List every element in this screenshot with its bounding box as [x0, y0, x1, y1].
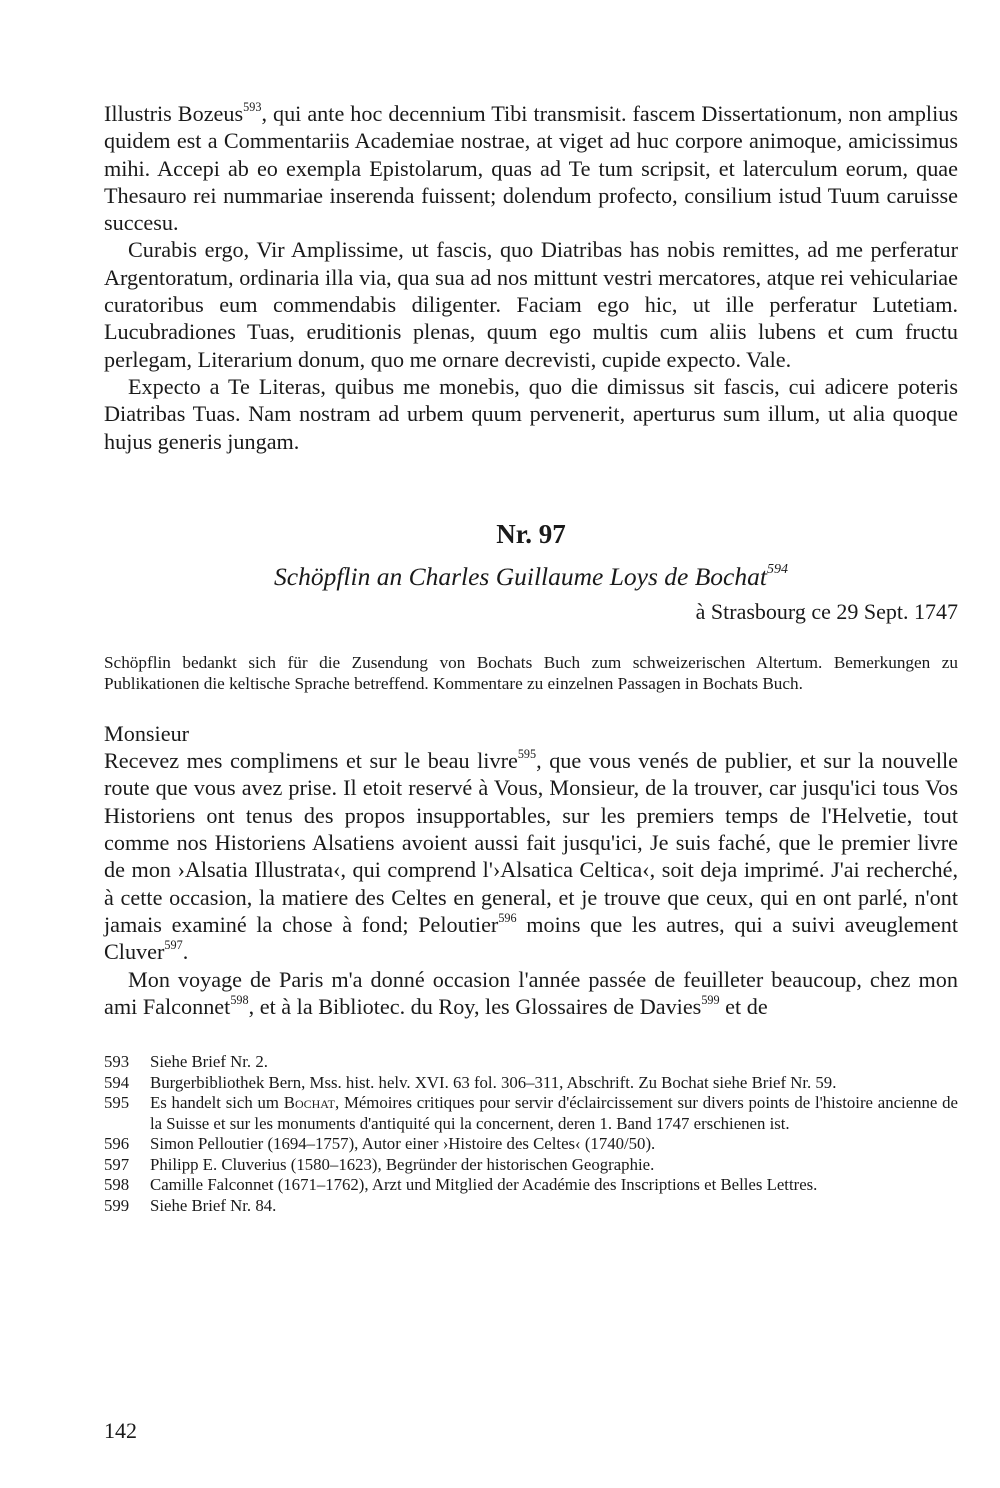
footnote-ref: 595 — [517, 746, 537, 761]
letter-number-heading: Nr. 97 — [496, 518, 566, 549]
footnote-text — [150, 1073, 958, 1094]
text-run: Philipp E. Cluverius (1580–1623), Begründer der historischen Geographie. — [150, 1154, 655, 1174]
footnote-text — [150, 1175, 958, 1196]
footnote-number: 593 — [104, 1052, 130, 1072]
footnote-ref: 594 — [766, 562, 788, 578]
paragraph — [104, 966, 958, 1021]
letter-97-body — [104, 747, 958, 1020]
text-run: . — [182, 939, 189, 965]
letter-dateline: à Strasbourg ce 29 Sept. 1747 — [695, 598, 958, 624]
footnote-text — [150, 1093, 958, 1134]
page-content — [104, 100, 958, 1216]
footnote — [104, 1155, 958, 1176]
letter-96-continuation — [104, 100, 958, 455]
letter-title — [104, 561, 958, 593]
summary-text: Schöpflin bedankt sich für die Zusendung von Bochats Buch zum schweizerischen Altertum. Bemerkungen zu Publikationen die keltische Sprache betreffend. Kommentare zu einzelnen Passagen in Bochats Buch. — [104, 652, 958, 693]
text-run: , et à la Bibliotec. du Roy, les Glossaires de Davies — [248, 993, 702, 1019]
paragraph — [104, 236, 958, 372]
author-name: Bochat — [283, 1093, 335, 1113]
text-run: Simon Pelloutier (1694–1757), Autor einer ›Histoire des Celtes‹ (1740/50). — [150, 1134, 656, 1154]
text-run: Siehe Brief Nr. 84. — [150, 1195, 277, 1215]
text-run: Siehe Brief Nr. 2. — [150, 1052, 268, 1072]
footnote-ref: 597 — [164, 938, 183, 953]
letter-salutation: Monsieur — [104, 720, 190, 746]
text-run: , qui ante hoc decennium Tibi transmisit. fascem Dissertationum, non amplius quidem est a Commentariis Academiae nostrae, at viget ad huc corpore animoque, amicissimus mihi. Accepi ab eo exempla Epistolarum, quas ad Te tum scripsit, et laterculum eorum, quae Thesauro rei nummariae inserenda fuissent; dolendum profecto, consilium istud Tuum caruisse succesu. — [104, 101, 958, 236]
text-run: Burgerbibliothek Bern, Mss. hist. helv. XVI. 63 fol. 306–311, Abschrift. Zu Bochat siehe Brief Nr. 59. — [150, 1072, 837, 1092]
text-run: Curabis ergo, Vir Amplissime, ut fascis, quo Diatribas has nobis remittes, ad me perferatur Argentoratum, ordinaria illa via, qua sua ad nos mittunt vestri mercatores, atque rei vehiculariae curatoribus eum commendabis diligenter. Faciam ego hic, ut ille perferatur Lutetiam. Lucubradiones Tuas, eruditionis plenas, quum ego multis cum aliis lubens et cum fructu perlegam, Literarium donum, quo me ornare decrevisti, cupide expecto. Vale. — [104, 237, 958, 372]
page-number: 142 — [104, 1418, 137, 1443]
text-run: Illustris Bozeus — [104, 101, 244, 126]
footnote-number: 597 — [104, 1154, 130, 1174]
footnote-text — [150, 1134, 958, 1155]
footnote-ref: 598 — [230, 992, 249, 1007]
text-run: Es handelt sich um — [150, 1093, 284, 1113]
footnote-ref: 593 — [243, 99, 262, 114]
text-run: Camille Falconnet (1671–1762), Arzt und Mitglied der Académie des Inscriptions et Belles Lettres. — [150, 1175, 818, 1195]
footnote-ref: 596 — [498, 910, 517, 925]
footnote — [104, 1093, 958, 1134]
footnote-ref: 599 — [701, 992, 720, 1007]
text-run: , Mémoires critiques pour servir d'éclaircissement sur divers points de l'histoire ancienne de la Suisse et sur les monuments d'antiquité qui la concernent, deren 1. Band 1747 erschienen ist. — [150, 1093, 958, 1133]
footnote-number: 598 — [104, 1175, 130, 1195]
paragraph — [104, 373, 958, 455]
text-run: Recevez mes complimens et sur le beau livre — [104, 748, 518, 774]
footnotes — [104, 1052, 958, 1216]
footnote — [104, 1196, 958, 1217]
text-run: Expecto a Te Literas, quibus me monebis, quo die dimissus sit fascis, cui adicere poteris Diatribas Tuas. Nam nostram ad urbem quum pervenerit, aperturus sum illum, ut alia quoque hujus generis jungam. — [104, 373, 958, 454]
paragraph — [104, 100, 958, 236]
text-run: et de — [719, 993, 768, 1019]
footnote — [104, 1052, 958, 1073]
text-run: moins que les autres, qui a suivi aveuglement Cluver — [104, 911, 959, 965]
footnote-number: 595 — [104, 1093, 130, 1113]
footnote — [104, 1134, 958, 1155]
paragraph — [104, 747, 958, 965]
letter-summary — [104, 652, 958, 694]
footnote-text — [150, 1155, 958, 1176]
footnote-number: 594 — [104, 1072, 130, 1092]
footnote-number: 599 — [104, 1195, 130, 1215]
text-run: , que vous venés de publier, et sur la nouvelle route que vous avez prise. Il etoit reservé à Vous, Monsieur, de la trouver, car jusqu'ici tous Vos Historiens ont tenus des propos insupportables, sur les premiers temps de l'Helvetie, tout comme nos Historiens Alsatiens avoient aussi fait jusqu'ici, Je suis faché, que le premier livre de mon ›Alsatia Illustrata‹, qui comprend l'›Alsatica Celtica‹, soit deja imprimé. J'ai recherché, à cette occasion, la matiere des Celtes en general, et je trouve que ceux, qui en ont parlé, n'ont jamais examiné la chose à fond; Peloutier — [104, 748, 958, 937]
footnote-text — [150, 1052, 958, 1073]
footnote — [104, 1073, 958, 1094]
footnote — [104, 1175, 958, 1196]
footnote-number: 596 — [104, 1134, 130, 1154]
text-run: Mon voyage de Paris m'a donné occasion l'année passée de feuilleter beaucoup, chez mon ami Falconnet — [104, 966, 958, 1019]
footnote-text — [150, 1196, 958, 1217]
letter-title-text: Schöpflin an Charles Guillaume Loys de Bochat — [274, 561, 767, 591]
